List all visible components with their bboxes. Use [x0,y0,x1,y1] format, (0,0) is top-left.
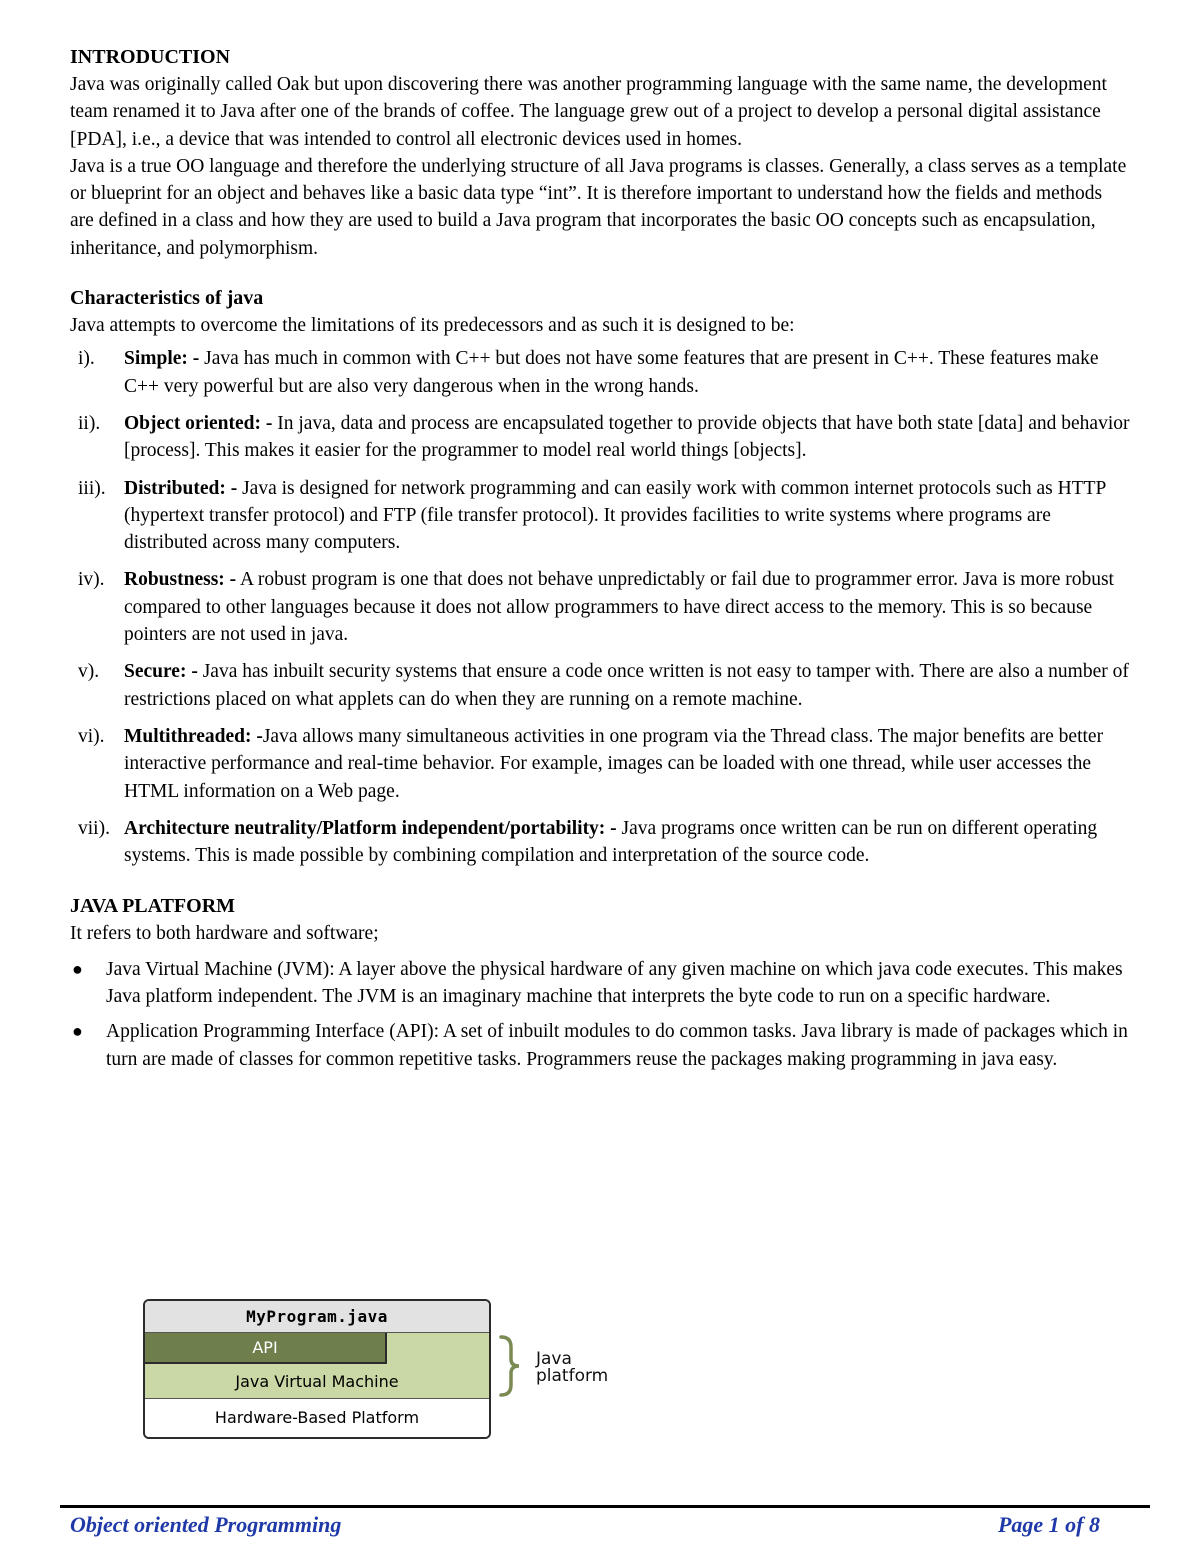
list-text: In java, data and process are encapsulated together to provide objects that have both state [data] and behavior [process]. This makes it easier for the programmer to model real world things [objects]. [124,412,1130,462]
java-platform-label [536,1351,608,1385]
platform-bullet-list [70,956,1130,1073]
list-item [70,815,1130,870]
list-item [70,566,1130,648]
bullet-icon: ● [72,1021,83,1042]
program-layer: MyProgram.java [145,1301,489,1333]
intro-paragraph-1: Java was originally called Oak but upon discovering there was another programming language with the same name, the development team renamed it to Java after one of the brands of coffee. The language grew out of a project to develop a personal digital assistance [PDA], i.e., a device that was intended to control all electronic devices used in homes. [70,74,1107,150]
list-number: vii). [78,817,110,839]
bullet-text: Application Programming Interface (API): A set of inbuilt modules to do common tasks. Java library is made of packages which in turn are made of classes for common repetitive tasks. Programmers reuse the packages making programming in java easy. [106,1021,1128,1070]
list-term: Multithreaded: - [124,725,263,747]
list-text: Java has much in common with C++ but does not have some features that are present in C++. These features make C++ very powerful but are also very dangerous when in the wrong hands. [124,348,1099,397]
hardware-layer: Hardware-Based Platform [145,1399,489,1437]
platform-heading: JAVA PLATFORM [70,895,236,918]
list-number: i). [78,348,95,370]
characteristics-lead: Java attempts to overcome the limitations of its predecessors and as such it is designed to be: [70,315,795,337]
bullet-text: Java Virtual Machine (JVM): A layer above the physical hardware of any given machine on which java code executes. This makes Java platform independent. The JVM is an imaginary machine that interprets the byte code to run on a specific hardware. [106,958,1123,1008]
footer-page-number: Page 1 of 8 [997,1512,1100,1537]
intro-heading: INTRODUCTION [70,46,231,68]
footer-course-title: Object oriented Programming [70,1512,342,1537]
label-line-2: platform [536,1366,609,1386]
list-text: Java is designed for network programming and can easily work with common internet protocols such as HTTP (hypertext transfer protocol) and FTP (file transfer protocol). It provides facilities to write systems where programs are distributed across many computers. [124,477,1106,554]
api-row [145,1333,489,1365]
list-term: Robustness: - [124,569,237,591]
list-term: Architecture neutrality/Platform independent/portability: - [124,817,617,839]
list-term: Object oriented: - [124,412,273,434]
list-term: Secure: - [124,661,198,683]
java-platform-diagram [143,1299,643,1439]
list-item [70,658,1130,713]
list-text: A robust program is one that does not behave unpredictably or fail due to programmer error. Java is more robust compared to other languages because it does not allow programmers to have direct access to the memory. This is so because pointers are not used in java. [124,569,1114,646]
list-item [70,410,1130,465]
intro-paragraph-2: Java is a true OO language and therefore the underlying structure of all Java programs is classes. Generally, a class serves as a template or blueprint for an object and behaves like a basic data type “int”. It is therefore important to understand how the fields and methods are defined in a class and how they are used to build a Java program that incorporates the basic OO concepts such as encapsulation, inheritance, and polymorphism. [70,155,1127,259]
platform-lead: It refers to both hardware and software; [70,923,379,945]
list-text: Java allows many simultaneous activities in one program via the Thread class. The major benefits are better interactive performance and real-time behavior. For example, images can be loaded with one thread, while user accesses the HTML information on a Web page. [124,725,1104,802]
label-line-1: Java [536,1349,572,1369]
list-number: iii). [78,477,106,499]
characteristics-list [70,345,1130,869]
list-text: Java programs once written can be run on different operating systems. This is made possible by combining compilation and interpretation of the source code. [124,817,1098,867]
characteristics-heading: Characteristics of java [70,287,264,310]
list-item [70,1018,1130,1073]
platform-stack [143,1299,491,1439]
api-layer: API [145,1333,387,1364]
list-term: Simple: - [124,348,200,370]
curly-brace-icon [497,1335,523,1397]
list-text: Java has inbuilt security systems that ensure a code once written is not easy to tamper with. There are also a number of restrictions placed on what applets can do when they are running on a remote machine. [124,661,1129,710]
list-number: ii). [78,412,101,434]
list-item [70,475,1130,557]
document-page [70,44,1130,1081]
jvm-layer: Java Virtual Machine [145,1365,489,1399]
list-number: iv). [78,569,105,591]
list-item [70,345,1130,400]
list-term: Distributed: - [124,477,238,499]
list-item [70,956,1130,1011]
list-item [70,723,1130,805]
bullet-icon: ● [72,958,83,979]
footer-divider [60,1505,1150,1508]
list-number: vi). [78,725,105,747]
list-number: v). [78,661,100,683]
